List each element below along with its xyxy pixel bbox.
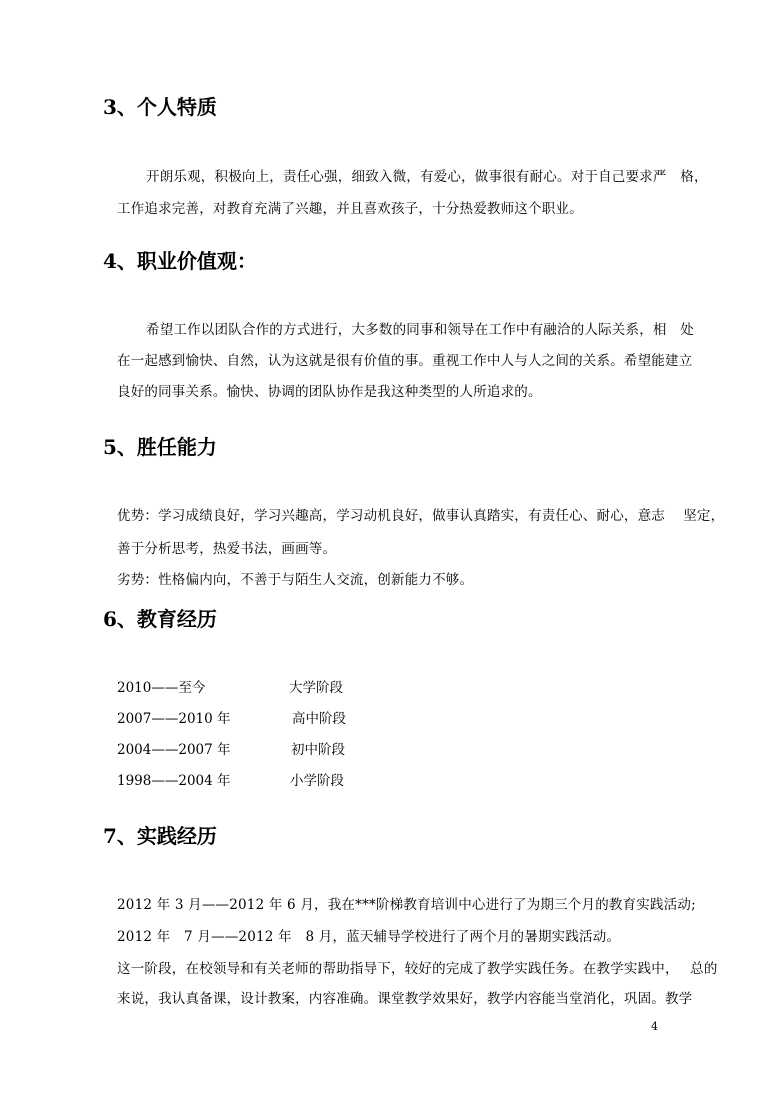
education-row [117,775,344,789]
traits-line-1: 开朗乐观，积极向上，责任心强，细致入微，有爱心，做事很有耐心。对于自己要求严 格， [146,169,708,185]
practice-line-2: 2012 年 7 月——2012 年 8 月，蓝天辅导学校进行了两个月的暑期实践活动。 [117,929,621,945]
practice-line-4: 来说，我认真备课，设计教案，内容准确。课堂教学效果好，教学内容能当堂消化，巩固。教学 [117,991,693,1007]
practice-line-1: 2012 年 3 月——2012 年 6 月，我在***阶梯教育培训中心进行了为期三个月的教育实践活动; [117,897,696,913]
heading-traits: 3、个人特质 [103,95,217,119]
heading-values: 4、职业价值观： [103,249,257,273]
heading-practice: 7、实践经历 [103,824,217,848]
education-stage: 大学阶段 [289,680,343,696]
heading-education: 6、教育经历 [103,607,217,631]
competence-line-1: 优势：学习成绩良好，学习兴趣高，学习动机良好，做事认真踏实，有责任心、耐心，意志 坚定， [117,508,725,524]
traits-line-2: 工作追求完善，对教育充满了兴趣，并且喜欢孩子，十分热爱教师这个职业。 [117,201,583,217]
heading-competence: 5、胜任能力 [103,435,217,459]
page-number: 4 [651,1020,658,1033]
education-stage: 小学阶段 [290,773,344,789]
education-period: 1998——2004 年 [117,773,231,789]
education-row [117,744,345,758]
education-row [117,682,343,696]
education-period: 2007——2010 年 [117,711,231,727]
competence-line-2: 善于分析思考，热爱书法，画画等。 [117,541,337,557]
education-stage: 初中阶段 [291,742,345,758]
education-period: 2010——至今 [117,680,206,696]
competence-line-3: 劣势：性格偏内向，不善于与陌生人交流，创新能力不够。 [117,572,474,588]
education-period: 2004——2007 年 [117,742,231,758]
values-line-3: 良好的同事关系。愉快、协调的团队协作是我这种类型的人所追求的。 [117,384,542,400]
values-line-1: 希望工作以团队合作的方式进行，大多数的同事和领导在工作中有融洽的人际关系，相 处 [146,322,694,338]
practice-line-3: 这一阶段，在校领导和有关老师的帮助指导下，较好的完成了教学实践任务。在教学实践中， 总的 [117,961,718,977]
values-line-2: 在一起感到愉快、自然，认为这就是很有价值的事。重视工作中人与人之间的关系。希望能建立 [117,353,693,369]
education-row [117,713,346,727]
education-stage: 高中阶段 [292,711,346,727]
